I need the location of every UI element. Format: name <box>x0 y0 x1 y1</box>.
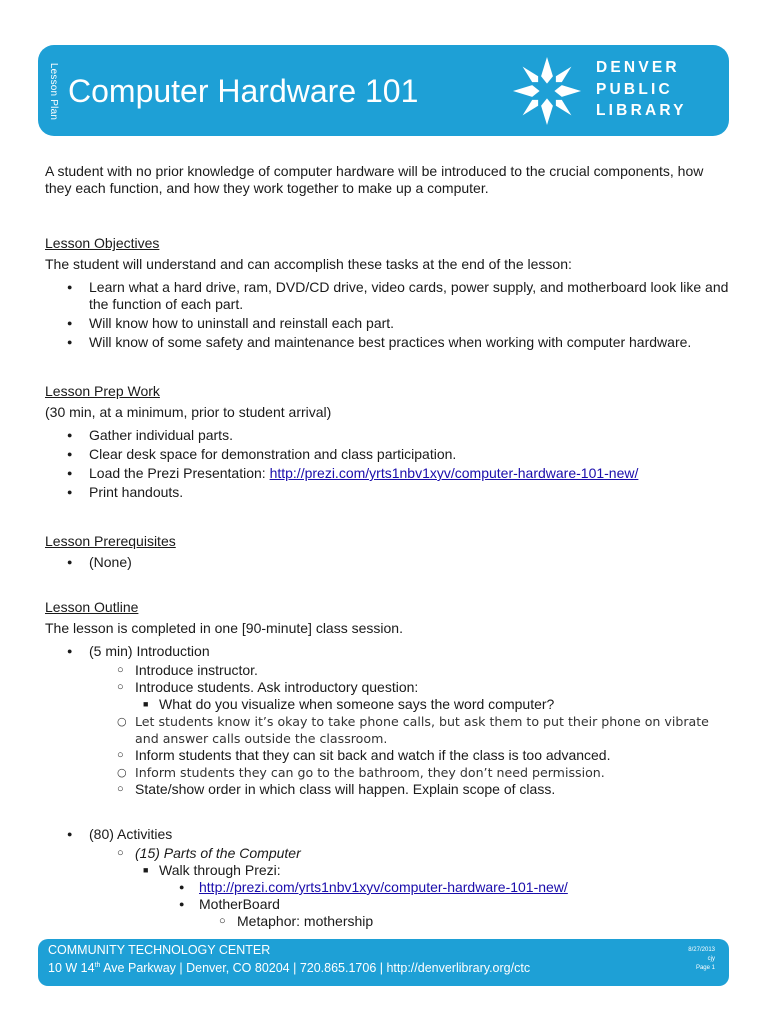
list-item: ○ Inform students that they can sit back and watch if the class is too advanced. <box>89 747 730 764</box>
parts-label: (15) Parts of the Computer <box>135 845 301 861</box>
list-item: ● Gather individual parts. <box>45 427 730 444</box>
prezi-link[interactable]: http://prezi.com/yrts1nbv1xyv/computer-hardware-101-new/ <box>269 465 639 481</box>
objectives-list <box>45 279 730 351</box>
lesson-plan-label: Lesson Plan <box>48 62 60 120</box>
list-item <box>135 862 730 930</box>
introduction-label: (5 min) Introduction <box>89 643 210 659</box>
list-item: ○ Inform students they can go to the bathroom, they don’t need permission. <box>89 764 730 781</box>
prereq-list <box>45 554 730 571</box>
outline-text: The lesson is completed in one [90-minute] class session. <box>45 620 403 636</box>
header-banner <box>38 45 729 136</box>
logo-line-denver: DENVER <box>596 59 680 76</box>
walk-label: Walk through Prezi: <box>159 862 281 878</box>
footer-address-start: 10 W 14 <box>48 961 95 975</box>
list-item <box>89 845 730 930</box>
list-item <box>45 826 730 930</box>
parts-sublist <box>135 862 730 930</box>
footer-address <box>48 961 530 975</box>
denver-public-library-logo-icon <box>510 54 584 128</box>
footer-org: COMMUNITY TECHNOLOGY CENTER <box>48 943 271 957</box>
motherboard-sublist <box>199 913 730 930</box>
intro-paragraph: A student with no prior knowledge of computer hardware will be introduced to the crucial components, how they each function, and how they work together to make up a computer. <box>45 163 704 196</box>
footer-address-sup: th <box>94 961 101 969</box>
list-item: ● (None) <box>45 554 730 571</box>
logo-line-library: LIBRARY <box>596 102 687 119</box>
outline-heading: Lesson Outline <box>45 599 139 615</box>
motherboard-label: MotherBoard <box>199 896 280 912</box>
footer-date: 8/27/2013 <box>688 947 715 953</box>
list-item: ○ Introduce instructor. <box>89 662 730 679</box>
footer-initials: cjy <box>707 956 715 962</box>
page-title: Computer Hardware 101 <box>68 73 419 109</box>
prep-heading: Lesson Prep Work <box>45 383 160 399</box>
activities-sublist <box>89 845 730 930</box>
outline-list <box>45 643 730 930</box>
list-item: ○ Metaphor: mothership <box>199 913 730 930</box>
list-item-text: Introduce students. Ask introductory question: <box>135 679 419 695</box>
list-item <box>89 679 730 713</box>
list-item <box>159 879 730 896</box>
objectives-heading: Lesson Objectives <box>45 235 160 251</box>
list-item <box>45 643 730 798</box>
list-item: ○ State/show order in which class will happen. Explain scope of class. <box>89 781 730 798</box>
list-item-text: Load the Prezi Presentation: <box>89 465 270 481</box>
list-item: ● Clear desk space for demonstration and class participation. <box>45 446 730 463</box>
walk-sublist <box>159 879 730 930</box>
side-tab <box>46 53 62 129</box>
prezi-link[interactable]: http://prezi.com/yrts1nbv1xyv/computer-hardware-101-new/ <box>199 879 568 895</box>
list-item: ● Print handouts. <box>45 484 730 501</box>
list-item: ● Learn what a hard drive, ram, DVD/CD drive, video cards, power supply, and motherboard look like and the function of each part. <box>45 279 730 313</box>
question-sublist <box>135 696 730 713</box>
logo-line-public: PUBLIC <box>596 80 673 98</box>
footer-banner <box>38 939 729 986</box>
list-item: ○ Let students know it’s okay to take phone calls, but ask them to put their phone on vibrate and answer calls outside the classroom. <box>89 713 730 747</box>
prep-list <box>45 427 730 501</box>
prep-text: (30 min, at a minimum, prior to student arrival) <box>45 404 332 420</box>
objectives-text: The student will understand and can accomplish these tasks at the end of the lesson: <box>45 256 572 272</box>
prereq-heading: Lesson Prerequisites <box>45 533 176 549</box>
introduction-sublist <box>89 662 730 798</box>
logo-wordmark <box>596 57 687 122</box>
footer-address-end: Ave Parkway | Denver, CO 80204 | 720.865.1706 | http://denverlibrary.org/ctc <box>100 961 531 975</box>
list-item: ● Will know of some safety and maintenance best practices when working with computer hardware. <box>45 334 730 351</box>
list-item: ● Will know how to uninstall and reinstall each part. <box>45 315 730 332</box>
list-item <box>45 465 730 482</box>
list-item <box>159 896 730 930</box>
list-item: ■ What do you visualize when someone says the word computer? <box>135 696 730 713</box>
document-body <box>45 163 730 930</box>
footer-page-number: Page 1 <box>695 965 715 971</box>
activities-label: (80) Activities <box>89 826 173 842</box>
footer-meta <box>688 946 715 973</box>
